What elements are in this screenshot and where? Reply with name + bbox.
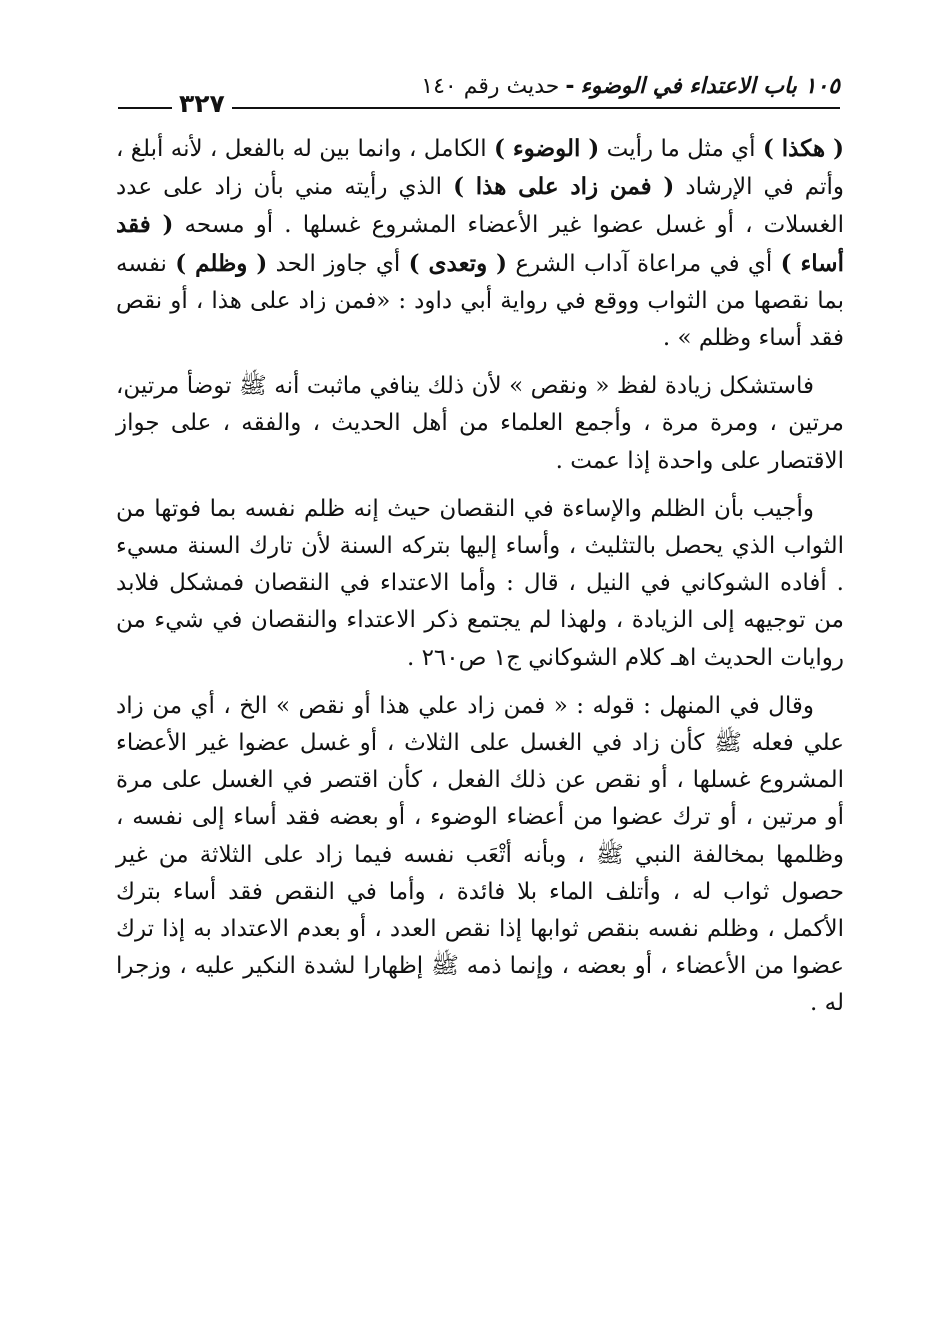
commentary-text: فاستشكل زيادة لفظ « ونقص » لأن ذلك ينافي ماثبت أنه ﷺ توضأ مرتين، مرتين ، ومرة مرة ، وأجمع العلماء من أهل الحديث ، والفقه ، على جواز الاقتصار على واحدة إذا عمت . <box>116 373 844 474</box>
paragraph <box>116 368 844 480</box>
hadith-keyword: ( فقد أساء ) <box>116 211 844 277</box>
header-title <box>421 74 840 99</box>
commentary-text: أي مثل ما رأيت <box>599 136 763 162</box>
hadith-reference: حديث رقم ١٤٠ <box>421 74 560 99</box>
hadith-keyword: ( هكذا ) <box>762 135 845 162</box>
hadith-keyword: ( وظلم ) <box>175 249 268 277</box>
hadith-keyword: ( الوضوء ) <box>493 135 600 162</box>
hadith-keyword: ( وتعدى ) <box>408 249 508 277</box>
header-separator: - <box>565 74 575 99</box>
commentary-text: أي جاوز الحد <box>267 250 409 277</box>
commentary-text: أي في مراعاة آداب الشرع <box>507 250 781 277</box>
page-number: ٣٢٧ <box>172 89 232 119</box>
hadith-keyword: ( فمن زاد على هذا ) <box>453 173 675 201</box>
commentary-text: الذي رأيته مني بأن زاد على عدد الغسلات ، أو غسل عضوا غير الأعضاء المشروع غسلها . أو مسحه <box>116 174 845 239</box>
commentary-text: نفسه بما نقصها من الثواب ووقع في رواية أبي داود : «فمن زاد على هذا ، أو نقص فقد أساء وظلم » . <box>116 250 844 352</box>
main-text <box>116 130 844 1034</box>
paragraph <box>116 491 844 677</box>
commentary-text: الكامل ، وانما بين له بالفعل ، لأنه أبلغ ، وأتم في الإرشاد <box>116 136 844 201</box>
commentary-text: وأجيب بأن الظلم والإساءة في النقصان حيث إنه ظلم نفسه بما فوتها من الثواب الذي يحصل بالتثليث ، وأساء إليها بتركه السنة لأن تارك السنة مسيء . أفاده الشوكاني في النيل ، قال : وأما الاعتداء في النقصان فمشكل فلابد من توجيهه إلى الزيادة ، ولهذا لم يجتمع ذكر الاعتداء والنقصان في شيء من روايات الحديث اهـ كلام الشوكاني ج١ ص٢٦٠ . <box>116 495 844 671</box>
paragraph <box>116 688 844 1023</box>
commentary-text: وقال في المنهل : قوله : « فمن زاد علي هذا أو نقص » الخ ، أي من زاد علي فعله ﷺ كأن زاد في الغسل على الثلاث ، أو غسل عضوا غير الأعضاء المشروع غسلها ، أو نقص عن ذلك الفعل ، كأن اقتصر في الغسل على مرة أو مرتين ، أو ترك عضوا من أعضاء الوضوء ، أو بعضه فقد أساء إلى نفسه ، وظلمها بمخالفة النبي ﷺ ، وبأنه أتْعَب نفسه فيما زاد على الثلاثة من غير حصول ثواب له ، وأتلف الماء بلا فائدة ، وأما في النقص فقد أساء بترك الأكمل ، وظلم نفسه بنقص ثوابها إذا نقص العدد ، أو بعدم الاعتداد به إذا ترك عضوا من الأعضاء ، أو بعضه ، وإنما ذمه ﷺ إظهارا لشدة النكير عليه ، وزجرا له . <box>116 692 844 1017</box>
chapter-title: ١٠٥ باب الاعتداء في الوضوء <box>580 74 840 99</box>
running-header <box>118 72 840 118</box>
paragraph <box>116 130 844 357</box>
